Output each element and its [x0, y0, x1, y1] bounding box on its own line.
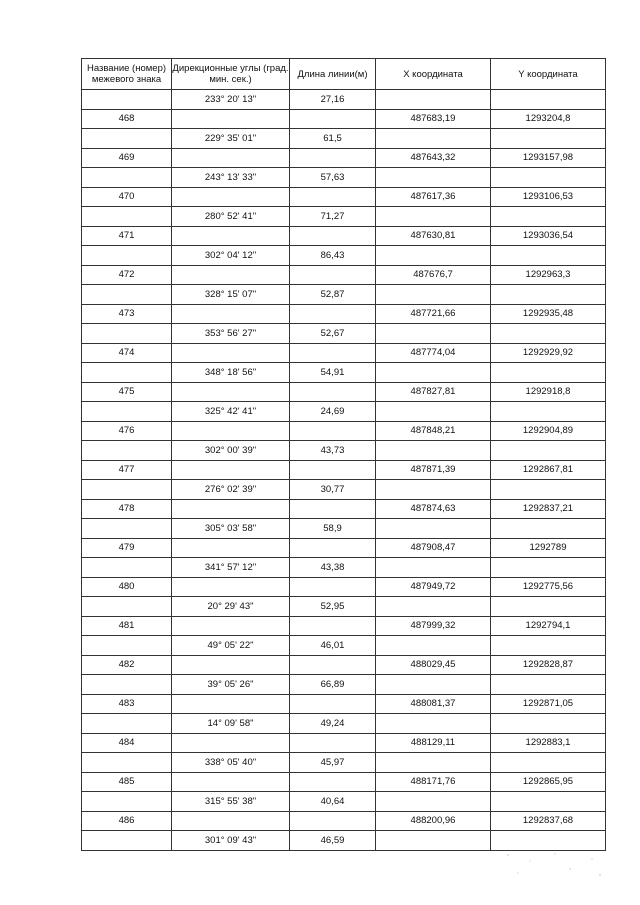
x-coordinate-cell [376, 519, 491, 539]
mark-name-cell: 477 [82, 460, 172, 480]
line-length-cell: 45,97 [290, 753, 376, 773]
mark-name-cell [82, 714, 172, 734]
mark-point-row [82, 187, 606, 207]
line-length-cell [290, 538, 376, 558]
line-length-cell: 61,5 [290, 129, 376, 149]
mark-point-row [82, 577, 606, 597]
mark-name-cell: 468 [82, 109, 172, 129]
y-coordinate-cell [491, 363, 606, 383]
x-coordinate-cell: 487617,36 [376, 187, 491, 207]
mark-point-row [82, 226, 606, 246]
x-coordinate-cell [376, 558, 491, 578]
x-coordinate-cell [376, 831, 491, 851]
y-coordinate-cell: 1292837,21 [491, 499, 606, 519]
line-length-cell [290, 733, 376, 753]
direction-angle-cell: 20° 29' 43" [172, 597, 290, 617]
table-header-row [82, 59, 606, 90]
mark-name-cell [82, 753, 172, 773]
y-coordinate-cell [491, 246, 606, 266]
y-coordinate-cell: 1293204,8 [491, 109, 606, 129]
y-coordinate-cell [491, 285, 606, 305]
direction-angle-cell: 302° 04' 12" [172, 246, 290, 266]
y-coordinate-cell: 1292929,92 [491, 343, 606, 363]
x-coordinate-cell: 487874,63 [376, 499, 491, 519]
x-coordinate-cell [376, 714, 491, 734]
mark-name-cell: 471 [82, 226, 172, 246]
x-coordinate-cell: 487999,32 [376, 616, 491, 636]
line-length-cell [290, 382, 376, 402]
line-length-cell [290, 148, 376, 168]
line-segment-row [82, 831, 606, 851]
direction-angle-cell [172, 421, 290, 441]
line-segment-row [82, 324, 606, 344]
line-length-cell: 30,77 [290, 480, 376, 500]
mark-name-cell [82, 90, 172, 110]
mark-point-row [82, 694, 606, 714]
mark-name-cell [82, 402, 172, 422]
x-coordinate-cell [376, 246, 491, 266]
line-length-cell: 52,87 [290, 285, 376, 305]
direction-angle-cell: 233° 20' 13" [172, 90, 290, 110]
x-coordinate-cell: 487774,04 [376, 343, 491, 363]
direction-angle-cell [172, 304, 290, 324]
y-coordinate-cell: 1292935,48 [491, 304, 606, 324]
x-coordinate-cell: 487643,32 [376, 148, 491, 168]
line-segment-row [82, 246, 606, 266]
line-length-cell: 24,69 [290, 402, 376, 422]
direction-angle-cell: 14° 09' 58" [172, 714, 290, 734]
x-coordinate-cell: 488081,37 [376, 694, 491, 714]
y-coordinate-cell [491, 441, 606, 461]
direction-angle-cell: 338° 05' 40" [172, 753, 290, 773]
mark-name-cell [82, 792, 172, 812]
y-coordinate-cell: 1292794,1 [491, 616, 606, 636]
line-length-cell: 40,64 [290, 792, 376, 812]
line-length-cell [290, 694, 376, 714]
direction-angle-cell: 39° 05' 26" [172, 675, 290, 695]
line-length-cell: 27,16 [290, 90, 376, 110]
mark-name-cell [82, 480, 172, 500]
direction-angle-cell: 325° 42' 41" [172, 402, 290, 422]
mark-name-cell: 470 [82, 187, 172, 207]
y-coordinate-cell: 1292918,8 [491, 382, 606, 402]
line-length-cell [290, 811, 376, 831]
direction-angle-cell: 353° 56' 27" [172, 324, 290, 344]
mark-point-row [82, 772, 606, 792]
mark-name-cell [82, 363, 172, 383]
x-coordinate-cell [376, 597, 491, 617]
line-segment-row [82, 285, 606, 305]
y-coordinate-cell [491, 480, 606, 500]
mark-name-cell [82, 519, 172, 539]
mark-point-row [82, 499, 606, 519]
y-coordinate-cell [491, 831, 606, 851]
line-length-cell: 46,01 [290, 636, 376, 656]
mark-name-cell [82, 324, 172, 344]
direction-angle-cell: 305° 03' 58" [172, 519, 290, 539]
line-length-cell [290, 655, 376, 675]
mark-point-row [82, 265, 606, 285]
direction-angle-cell: 280° 52' 41" [172, 207, 290, 227]
direction-angle-cell: 348° 18' 56" [172, 363, 290, 383]
x-coordinate-cell [376, 675, 491, 695]
y-coordinate-cell [491, 714, 606, 734]
line-length-cell [290, 421, 376, 441]
direction-angle-cell: 243° 13' 33" [172, 168, 290, 188]
x-coordinate-cell: 487630,81 [376, 226, 491, 246]
x-coordinate-cell [376, 129, 491, 149]
x-coordinate-cell [376, 753, 491, 773]
y-coordinate-cell: 1292871,05 [491, 694, 606, 714]
line-segment-row [82, 207, 606, 227]
line-length-cell [290, 499, 376, 519]
direction-angle-cell [172, 694, 290, 714]
mark-name-cell [82, 558, 172, 578]
x-coordinate-cell [376, 168, 491, 188]
x-coordinate-cell: 487908,47 [376, 538, 491, 558]
y-coordinate-cell: 1292867,81 [491, 460, 606, 480]
mark-name-cell [82, 675, 172, 695]
mark-name-cell: 479 [82, 538, 172, 558]
mark-point-row [82, 811, 606, 831]
boundary-marks-table [81, 58, 606, 851]
mark-name-cell [82, 285, 172, 305]
x-coordinate-cell: 487827,81 [376, 382, 491, 402]
line-length-cell [290, 577, 376, 597]
direction-angle-cell [172, 109, 290, 129]
y-coordinate-cell: 1292789 [491, 538, 606, 558]
direction-angle-cell [172, 460, 290, 480]
mark-name-cell: 478 [82, 499, 172, 519]
line-length-cell: 52,67 [290, 324, 376, 344]
mark-name-cell: 469 [82, 148, 172, 168]
y-coordinate-cell: 1293157,98 [491, 148, 606, 168]
y-coordinate-cell [491, 324, 606, 344]
mark-name-cell [82, 246, 172, 266]
header-line-length: Длина линии(м) [290, 59, 376, 90]
header-direction-angle: Дирекционные углы (град. мин. сек.) [172, 59, 290, 90]
line-length-cell: 46,59 [290, 831, 376, 851]
line-segment-row [82, 558, 606, 578]
y-coordinate-cell [491, 597, 606, 617]
line-length-cell: 43,38 [290, 558, 376, 578]
line-length-cell [290, 109, 376, 129]
line-segment-row [82, 129, 606, 149]
scan-specks [500, 851, 610, 879]
mark-point-row [82, 538, 606, 558]
mark-name-cell: 483 [82, 694, 172, 714]
header-x-coordinate: X координата [376, 59, 491, 90]
direction-angle-cell [172, 265, 290, 285]
line-length-cell: 58,9 [290, 519, 376, 539]
y-coordinate-cell [491, 402, 606, 422]
direction-angle-cell: 301° 09' 43" [172, 831, 290, 851]
y-coordinate-cell [491, 636, 606, 656]
mark-point-row [82, 460, 606, 480]
direction-angle-cell: 49° 05' 22" [172, 636, 290, 656]
direction-angle-cell: 302° 00' 39" [172, 441, 290, 461]
mark-name-cell [82, 207, 172, 227]
y-coordinate-cell [491, 558, 606, 578]
x-coordinate-cell: 488171,76 [376, 772, 491, 792]
line-length-cell [290, 772, 376, 792]
header-mark-name: Название (номер) межевого знака [82, 59, 172, 90]
x-coordinate-cell: 488129,11 [376, 733, 491, 753]
x-coordinate-cell [376, 636, 491, 656]
direction-angle-cell: 229° 35' 01" [172, 129, 290, 149]
mark-name-cell [82, 597, 172, 617]
x-coordinate-cell: 487676,7 [376, 265, 491, 285]
line-segment-row [82, 90, 606, 110]
mark-name-cell [82, 129, 172, 149]
line-segment-row [82, 441, 606, 461]
mark-name-cell: 473 [82, 304, 172, 324]
line-segment-row [82, 714, 606, 734]
direction-angle-cell [172, 499, 290, 519]
mark-point-row [82, 655, 606, 675]
mark-name-cell: 484 [82, 733, 172, 753]
mark-point-row [82, 733, 606, 753]
y-coordinate-cell: 1293106,53 [491, 187, 606, 207]
line-length-cell [290, 265, 376, 285]
mark-name-cell [82, 831, 172, 851]
mark-point-row [82, 343, 606, 363]
line-length-cell: 43,73 [290, 441, 376, 461]
x-coordinate-cell [376, 324, 491, 344]
y-coordinate-cell [491, 792, 606, 812]
mark-point-row [82, 109, 606, 129]
line-segment-row [82, 168, 606, 188]
line-length-cell [290, 187, 376, 207]
line-length-cell: 66,89 [290, 675, 376, 695]
y-coordinate-cell [491, 129, 606, 149]
line-length-cell: 71,27 [290, 207, 376, 227]
line-length-cell [290, 343, 376, 363]
x-coordinate-cell: 487721,66 [376, 304, 491, 324]
mark-name-cell: 472 [82, 265, 172, 285]
x-coordinate-cell: 487871,39 [376, 460, 491, 480]
y-coordinate-cell [491, 168, 606, 188]
line-length-cell [290, 226, 376, 246]
table-body [82, 90, 606, 851]
mark-point-row [82, 616, 606, 636]
x-coordinate-cell: 487683,19 [376, 109, 491, 129]
x-coordinate-cell [376, 792, 491, 812]
direction-angle-cell [172, 148, 290, 168]
line-length-cell [290, 616, 376, 636]
mark-name-cell: 481 [82, 616, 172, 636]
line-segment-row [82, 519, 606, 539]
header-y-coordinate: Y координата [491, 59, 606, 90]
y-coordinate-cell [491, 675, 606, 695]
y-coordinate-cell: 1292775,56 [491, 577, 606, 597]
direction-angle-cell: 341° 57' 12" [172, 558, 290, 578]
direction-angle-cell [172, 538, 290, 558]
mark-name-cell: 480 [82, 577, 172, 597]
y-coordinate-cell [491, 207, 606, 227]
line-length-cell: 86,43 [290, 246, 376, 266]
x-coordinate-cell: 487949,72 [376, 577, 491, 597]
line-length-cell [290, 460, 376, 480]
x-coordinate-cell [376, 285, 491, 305]
y-coordinate-cell: 1292963,3 [491, 265, 606, 285]
mark-point-row [82, 148, 606, 168]
line-length-cell [290, 304, 376, 324]
line-length-cell: 52,95 [290, 597, 376, 617]
mark-name-cell: 474 [82, 343, 172, 363]
line-segment-row [82, 753, 606, 773]
y-coordinate-cell [491, 753, 606, 773]
y-coordinate-cell [491, 90, 606, 110]
mark-point-row [82, 421, 606, 441]
mark-name-cell [82, 441, 172, 461]
direction-angle-cell [172, 655, 290, 675]
mark-name-cell: 476 [82, 421, 172, 441]
direction-angle-cell: 315° 55' 38" [172, 792, 290, 812]
line-segment-row [82, 792, 606, 812]
x-coordinate-cell: 488200,96 [376, 811, 491, 831]
line-segment-row [82, 480, 606, 500]
x-coordinate-cell [376, 363, 491, 383]
mark-point-row [82, 304, 606, 324]
direction-angle-cell [172, 226, 290, 246]
x-coordinate-cell [376, 441, 491, 461]
direction-angle-cell [172, 343, 290, 363]
direction-angle-cell [172, 772, 290, 792]
y-coordinate-cell: 1292865,95 [491, 772, 606, 792]
direction-angle-cell [172, 811, 290, 831]
direction-angle-cell [172, 616, 290, 636]
y-coordinate-cell: 1292904,89 [491, 421, 606, 441]
direction-angle-cell: 328° 15' 07" [172, 285, 290, 305]
mark-name-cell [82, 168, 172, 188]
mark-name-cell: 486 [82, 811, 172, 831]
line-segment-row [82, 402, 606, 422]
y-coordinate-cell: 1292837,68 [491, 811, 606, 831]
line-segment-row [82, 675, 606, 695]
direction-angle-cell [172, 382, 290, 402]
mark-name-cell: 485 [82, 772, 172, 792]
y-coordinate-cell: 1292883,1 [491, 733, 606, 753]
y-coordinate-cell: 1293036,54 [491, 226, 606, 246]
mark-point-row [82, 382, 606, 402]
direction-angle-cell [172, 187, 290, 207]
line-length-cell: 57,63 [290, 168, 376, 188]
line-segment-row [82, 597, 606, 617]
line-length-cell: 49,24 [290, 714, 376, 734]
x-coordinate-cell: 487848,21 [376, 421, 491, 441]
line-length-cell: 54,91 [290, 363, 376, 383]
y-coordinate-cell: 1292828,87 [491, 655, 606, 675]
mark-name-cell [82, 636, 172, 656]
x-coordinate-cell [376, 207, 491, 227]
mark-name-cell: 475 [82, 382, 172, 402]
direction-angle-cell [172, 733, 290, 753]
line-segment-row [82, 636, 606, 656]
x-coordinate-cell [376, 480, 491, 500]
x-coordinate-cell: 488029,45 [376, 655, 491, 675]
mark-name-cell: 482 [82, 655, 172, 675]
x-coordinate-cell [376, 90, 491, 110]
direction-angle-cell: 276° 02' 39" [172, 480, 290, 500]
line-segment-row [82, 363, 606, 383]
x-coordinate-cell [376, 402, 491, 422]
direction-angle-cell [172, 577, 290, 597]
y-coordinate-cell [491, 519, 606, 539]
